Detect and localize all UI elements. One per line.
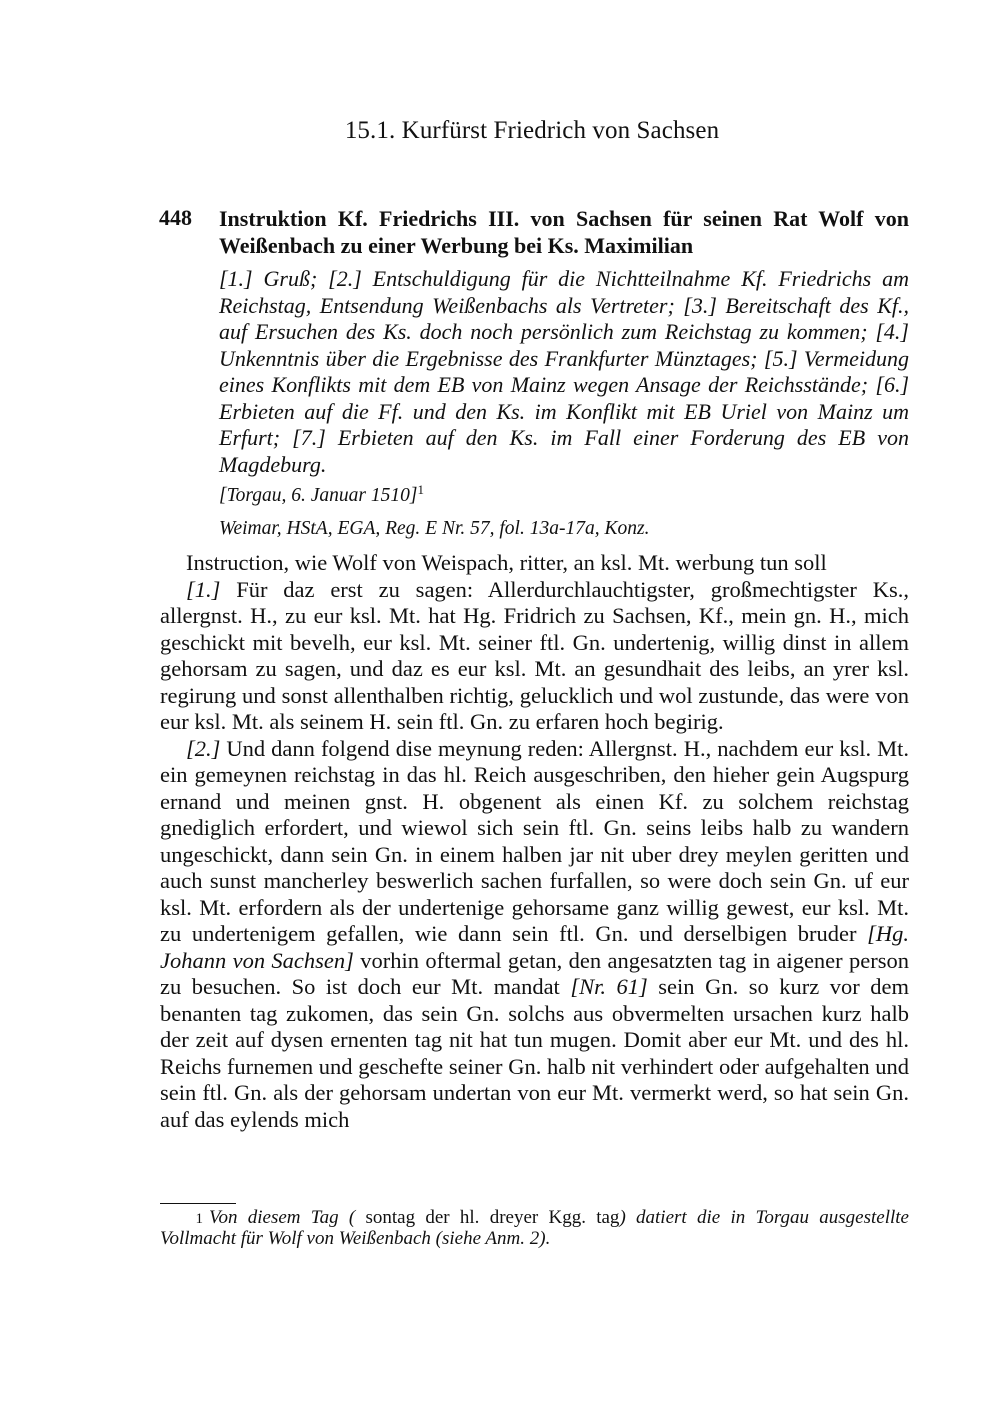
footnote-reference[interactable]: 1 bbox=[417, 482, 424, 497]
document-source: Weimar, HStA, EGA, Reg. E Nr. 57, fol. 13a-17a, Konz. bbox=[219, 518, 650, 539]
editorial-note-johann: [Hg. Johann von Sachsen] bbox=[160, 921, 909, 973]
editorial-note-nr61[interactable]: [Nr. 61] bbox=[570, 974, 648, 999]
paragraph-1-marker: [1.] bbox=[186, 576, 221, 602]
footnote-roman: sontag der hl. dreyer Kgg. tag bbox=[355, 1207, 620, 1228]
body-text bbox=[160, 550, 909, 1133]
instruction-heading: Instruction, wie Wolf von Weispach, ritter, an ksl. Mt. werbung tun soll bbox=[186, 550, 827, 575]
paragraph-2-text-a: Und dann folgend dise meynung reden: Allergnst. H., nachdem eur ksl. Mt. ein gemeynen reichstag in das hl. Reich ausgeschriben, den hieher gein Augspurg ernand und meinen gnst. H. obgenent als einen Kf. zu solchem reichstag gnediglich erfordert, und wiewol sich sein ftl. Gn. seins leibs halb zu wandern ungeschickt, dann sein Gn. in einem halben jar nit uber drey meylen geritten und auch sunst mancherley beswerlich sachen furfallen, so were doch sein Gn. uf eur ksl. Mt. erfordern als der undertenige gehorsame ganz willig gewest, eur ksl. Mt. zu undertenigem gefallen, wie dann sein ftl. Gn. und derselbigen bruder bbox=[160, 735, 909, 946]
running-header-title: 15.1. Kurfürst Friedrich von Sachsen bbox=[344, 117, 720, 144]
footnote-mark: 1 bbox=[195, 1211, 203, 1227]
footnote-italic-b: ) datiert die in Torgau ausgestellte Vollmacht für Wolf von Weißenbach (siehe Anm. 2). bbox=[160, 1207, 909, 1249]
document-number: 448 bbox=[159, 205, 192, 230]
footnote-italic-a: Von diesem Tag ( bbox=[209, 1207, 356, 1228]
running-header bbox=[0, 117, 1004, 145]
paragraph-2-text-b: vorhin oftermal getan, den angesatzten tag in aigener person zu besuchen. So ist doch eur Mt. mandat bbox=[160, 947, 909, 999]
footnote-1 bbox=[160, 1207, 909, 1249]
document-date-text: [Torgau, 6. Januar 1510] bbox=[219, 485, 418, 506]
paragraph-1 bbox=[160, 577, 909, 736]
paragraph-2 bbox=[160, 736, 909, 1134]
paragraph-1-text: Für daz erst zu sagen: Allerdurchlauchtigster, großmechtigster Ks., allergnst. H., zu eur ksl. Mt. hat Hg. Fridrich zu Sachsen, Kf., mein gn. H., mich geschickt mit bevelh, eur ksl. Mt. seiner ftl. Gn. undertenig, willig dinst in allem gehorsam zu sagen, und daz es eur ksl. Mt. an gesundhait des leibs, an yrer ksl. regirung und sonst allenthalben richtig, gelucklich und wol zustunde, das were von eur ksl. Mt. als seinem H. sein ftl. Gn. zu erfaren hoch begirig. bbox=[160, 576, 909, 734]
paragraph-2-marker: [2.] bbox=[186, 735, 221, 761]
paragraph-2-text-c: sein Gn. so kurz vor dem benanten tag zukomen, das sein Gn. solchs aus obvermelten ursachen kurz halb der zeit auf dysen ernenten tag nit hat tun mugen. Domit aber eur Mt. und des hl. Reichs furnemen und geschefte seiner Gn. halb nit verhindert oder aufgehalten und sein ftl. Gn. als der gehorsam undertan von eur Mt. vermerkt werd, so hat sein Gn. auf das eylends mich bbox=[160, 974, 909, 1132]
document-date bbox=[219, 482, 424, 507]
document-summary: [1.] Gruß; [2.] Entschuldigung für die Nichtteilnahme Kf. Friedrichs am Reichstag, Entsendung Weißenbachs als Vertreter; [3.] Bereitschaft des Kf., auf Ersuchen des Ks. doch noch persönlich zum Reichstag zu kommen; [4.] Unkenntnis über die Ergebnisse des Frankfurter Münztages; [5.] Vermeidung eines Konflikts mit dem EB von Mainz wegen Ansage der Reichsstände; [6.] Erbieten auf die Ff. und den Ks. im Konflikt mit EB Uriel von Mainz um Erfurt; [7.] Erbieten auf den Ks. im Fall einer Forderung des EB von Magdeburg. bbox=[219, 266, 909, 477]
document-title: Instruktion Kf. Friedrichs III. von Sachsen für seinen Rat Wolf von Weißenbach zu einer Werbung bei Ks. Maximilian bbox=[219, 206, 909, 258]
footnote-divider bbox=[160, 1203, 236, 1204]
